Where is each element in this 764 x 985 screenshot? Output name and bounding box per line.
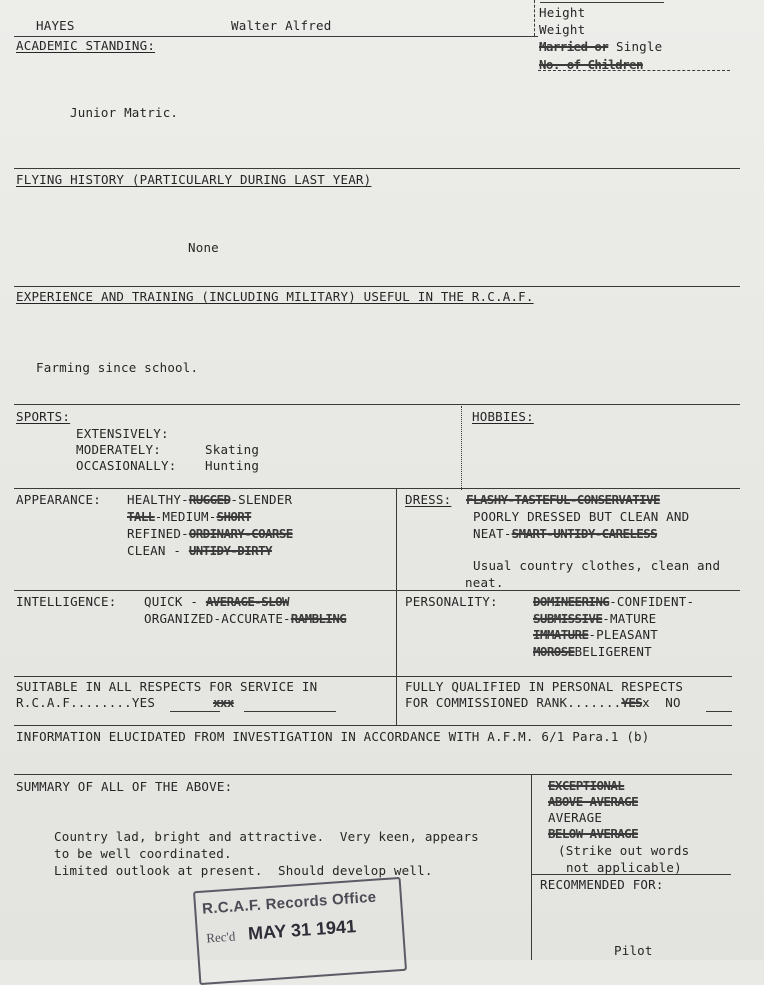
flying-value: None — [188, 240, 219, 255]
qualified-yes: YES — [621, 695, 643, 710]
records-office-stamp — [193, 877, 407, 985]
rating-rule — [531, 874, 731, 875]
suitable-rule — [14, 725, 732, 726]
appearance-line4 — [127, 543, 272, 558]
information-label: INFORMATION ELUCIDATED FROM INVESTIGATION IN ACCORDANCE WITH A.F.M. 6/1 Para.1 (b) — [16, 729, 650, 744]
intelligence-line2 — [144, 611, 346, 626]
intelligence-l2-keep: ORGANIZED-ACCURATE- — [144, 611, 291, 626]
married-line — [539, 39, 662, 54]
academic-value: Junior Matric. — [70, 105, 179, 120]
intelligence-rule — [14, 676, 732, 677]
summary-divider — [531, 774, 532, 960]
intelligence-line1 — [144, 594, 289, 609]
personality-l1-rest: -CONFIDENT- — [609, 594, 695, 609]
intelligence-label: INTELLIGENCE: — [16, 594, 117, 609]
dress-l3-struck: SMART-UNTIDY-CARELESS — [511, 526, 658, 541]
stamp-date: MAY 31 1941 — [247, 916, 357, 944]
dress-note2: neat. — [465, 575, 504, 590]
personality-line1 — [533, 594, 694, 609]
top-rule — [540, 2, 664, 3]
experience-value: Farming since school. — [36, 360, 199, 375]
personality-l3-rest: -PLEASANT — [588, 627, 658, 642]
sports-label: SPORTS: — [16, 409, 71, 424]
experience-rule — [14, 404, 740, 405]
appearance-l2-struck2: SHORT — [216, 509, 252, 524]
appearance-l1-rest: -SLENDER — [230, 492, 293, 507]
rating-above-average: ABOVE AVERAGE — [548, 794, 639, 809]
appearance-rule — [14, 590, 740, 591]
appearance-l1-keep: HEALTHY- — [127, 492, 189, 507]
recommended-value: Pilot — [614, 943, 653, 958]
qualified-no: NO — [665, 695, 681, 710]
dress-note1: Usual country clothes, clean and — [473, 558, 721, 573]
appearance-l3-struck: ORDINARY-COARSE — [188, 526, 293, 541]
rating-exceptional: EXCEPTIONAL — [548, 778, 625, 793]
summary-text1: Country lad, bright and attractive. Very keen, appears — [54, 829, 479, 844]
extensively-label: EXTENSIVELY: — [76, 426, 169, 441]
given-names: Walter Alfred — [231, 18, 332, 33]
surname: HAYES — [36, 18, 75, 33]
middle-divider — [396, 488, 397, 726]
information-rule — [14, 774, 732, 775]
sports-divider — [461, 406, 462, 490]
stamp-recd: Rec'd — [205, 928, 236, 946]
moderately-label: MODERATELY: — [76, 442, 161, 457]
rating-average: AVERAGE — [548, 810, 603, 825]
personality-l1-struck: DOMINEERING — [533, 594, 610, 609]
appearance-l2-rest: -MEDIUM- — [154, 509, 217, 524]
dress-line1 — [466, 492, 660, 507]
rating-below-average: BELOW AVERAGE — [548, 826, 639, 841]
recommended-label: RECOMMENDED FOR: — [540, 877, 664, 892]
children-label: No. of Children — [539, 57, 643, 72]
dress-l1-struck: FLASHY-TASTEFUL-CONSERVATIVE — [466, 492, 660, 507]
personality-l3-struck: IMMATURE — [533, 627, 589, 642]
sports-rule — [14, 488, 740, 489]
personality-l2-struck: SUBMISSIVE — [533, 611, 603, 626]
occasionally-value: Hunting — [205, 458, 260, 473]
hobbies-label: HOBBIES: — [472, 409, 534, 424]
experience-label: EXPERIENCE AND TRAINING (INCLUDING MILITARY) USEFUL IN THE R.C.A.F. — [16, 289, 534, 304]
academic-rule — [14, 168, 740, 169]
dress-l3-keep: NEAT- — [473, 526, 512, 541]
appearance-l2-struck: TALL — [127, 509, 155, 524]
occasionally-label: OCCASIONALLY: — [76, 458, 177, 473]
header-rule — [14, 36, 538, 37]
appearance-label: APPEARANCE: — [16, 492, 101, 507]
personality-l4-struck: MOROSE — [533, 644, 575, 659]
suitable-blank2 — [244, 711, 336, 712]
personality-line3 — [533, 627, 658, 642]
personality-line2 — [533, 611, 656, 626]
married-label: Married or — [539, 39, 609, 54]
qualified-line1: FULLY QUALIFIED IN PERSONAL RESPECTS — [405, 679, 684, 694]
appearance-l3-keep: REFINED- — [127, 526, 189, 541]
flying-label: FLYING HISTORY (PARTICULARLY DURING LAST YEAR) — [16, 172, 372, 187]
suitable-blank — [170, 711, 220, 712]
height-label: Height — [539, 5, 586, 20]
personality-l4-rest: BELIGERENT — [574, 644, 652, 659]
appearance-l1-struck: RUGGED — [188, 492, 231, 507]
summary-text3: Limited outlook at present. Should develop well. — [54, 863, 433, 878]
dress-line3 — [473, 526, 657, 541]
moderately-value: Skating — [205, 442, 260, 457]
header-divider — [534, 0, 535, 36]
appearance-l4-keep: CLEAN - — [127, 543, 189, 558]
intelligence-l1-struck: AVERAGE-SLOW — [205, 594, 289, 609]
personality-label: PERSONALITY: — [405, 594, 498, 609]
intelligence-l1-keep: QUICK - — [144, 594, 206, 609]
suitable-line1: SUITABLE IN ALL RESPECTS FOR SERVICE IN — [16, 679, 318, 694]
personality-l2-rest: -MATURE — [602, 611, 657, 626]
summary-label: SUMMARY OF ALL OF THE ABOVE: — [16, 779, 233, 794]
appearance-line2 — [127, 509, 251, 524]
qualified-l2-text: FOR COMMISSIONED RANK....... — [405, 695, 622, 710]
qualified-blank — [706, 711, 732, 712]
dress-line2: POORLY DRESSED BUT CLEAN AND — [473, 509, 690, 524]
academic-label: ACADEMIC STANDING: — [16, 38, 156, 53]
children-rule — [538, 70, 730, 71]
appearance-l4-struck: UNTIDY-DIRTY — [188, 543, 272, 558]
personality-line4 — [533, 644, 652, 659]
appearance-line1 — [127, 492, 292, 507]
stamp-office: R.C.A.F. Records Office — [201, 888, 377, 918]
marital-status: Single — [616, 39, 663, 54]
qualified-line2 — [405, 695, 681, 710]
weight-label: Weight — [539, 22, 586, 37]
rating-strike1: (Strike out words — [558, 843, 690, 858]
rating-strike2: not applicable) — [566, 860, 682, 875]
appearance-line3 — [127, 526, 293, 541]
suitable-line2: R.C.A.F........YES — [16, 695, 156, 710]
flying-rule — [14, 286, 740, 287]
suitable-answer: xxx — [213, 695, 234, 710]
qualified-x: x — [642, 695, 650, 710]
intelligence-l2-struck: RAMBLING — [290, 611, 347, 626]
dress-label: DRESS: — [405, 492, 452, 507]
summary-text2: to be well coordinated. — [54, 846, 232, 861]
